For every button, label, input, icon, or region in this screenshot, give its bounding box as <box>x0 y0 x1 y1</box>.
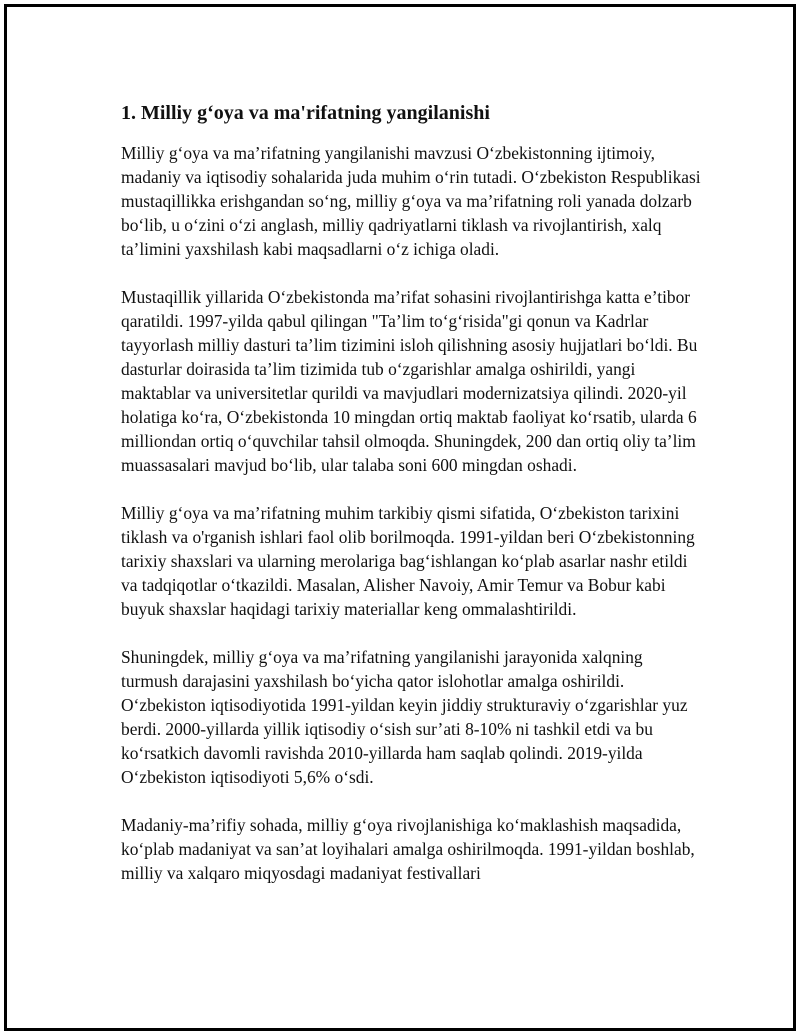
paragraph-intro: Milliy g‘oya va ma’rifatning yangilanishi mavzusi O‘zbekistonning ijtimoiy, madaniy va iqtisodiy sohalarida juda muhim o‘rin tutadi. O‘zbekiston Respublikasi mustaqillikka erishgandan so‘ng, milliy g‘oya va ma’rifatning roli yanada dolzarb bo‘lib, u o‘zini o‘zi anglash, milliy qadriyatlarni tiklash va rivojlantirish, xalq ta’limini yaxshilash kabi maqsadlarni o‘z ichiga oladi. <box>121 143 701 259</box>
section-heading: 1. Milliy g‘oya va ma'rifatning yangilanishi <box>121 102 490 124</box>
paragraph-culture: Madaniy-ma’rifiy sohada, milliy g‘oya rivojlanishiga ko‘maklashish maqsadida, ko‘plab madaniyat va san’at loyihalari amalga oshirilmoqda. 1991-yildan boshlab, milliy va xalqaro miqyosdagi madaniyat festivallari <box>121 815 695 883</box>
paragraph-history: Milliy g‘oya va ma’rifatning muhim tarkibiy qismi sifatida, O‘zbekiston tarixini tiklash va o'rganish ishlari faol olib borilmoqda. 1991-yildan beri O‘zbekistonning tarixiy shaxslari va ularning merolariga bag‘ishlangan ko‘plab asarlar nashr etildi va tadqiqotlar o‘tkazildi. Masalan, Alisher Navoiy, Amir Temur va Bobur kabi buyuk shaxslar haqidagi tarixiy materiallar keng ommalashtirildi. <box>121 503 695 619</box>
page-frame <box>4 4 796 1031</box>
document-body <box>121 99 701 909</box>
paragraph-economy: Shuningdek, milliy g‘oya va ma’rifatning yangilanishi jarayonida xalqning turmush darajasini yaxshilash bo‘yicha qator islohotlar amalga oshirildi. O‘zbekiston iqtisodiyotida 1991-yildan keyin jiddiy strukturaviy o‘zgarishlar yuz berdi. 2000-yillarda yillik iqtisodiy o‘sish sur’ati 8-10% ni tashkil etdi va bu ko‘rsatkich davomli ravishda 2010-yillarda ham saqlab qolindi. 2019-yilda O‘zbekiston iqtisodiyoti 5,6% o‘sdi. <box>121 647 688 787</box>
paragraph-education: Mustaqillik yillarida O‘zbekistonda ma’rifat sohasini rivojlantirishga katta e’tibor qaratildi. 1997-yilda qabul qilingan "Ta’lim to‘g‘risida"gi qonun va Kadrlar tayyorlash milliy dasturi ta’lim tizimini isloh qilishning asosiy hujjatlari bo‘ldi. Bu dasturlar doirasida ta’lim tizimida tub o‘zgarishlar amalga oshirildi, yangi maktablar va universitetlar qurildi va mavjudlari modernizatsiya qilindi. 2020-yil holatiga ko‘ra, O‘zbekistonda 10 mingdan ortiq maktab faoliyat ko‘rsatib, ularda 6 milliondan ortiq o‘quvchilar tahsil olmoqda. Shuningdek, 200 dan ortiq oliy ta’lim muassasalari mavjud bo‘lib, ular talaba soni 600 mingdan oshadi. <box>121 287 698 475</box>
